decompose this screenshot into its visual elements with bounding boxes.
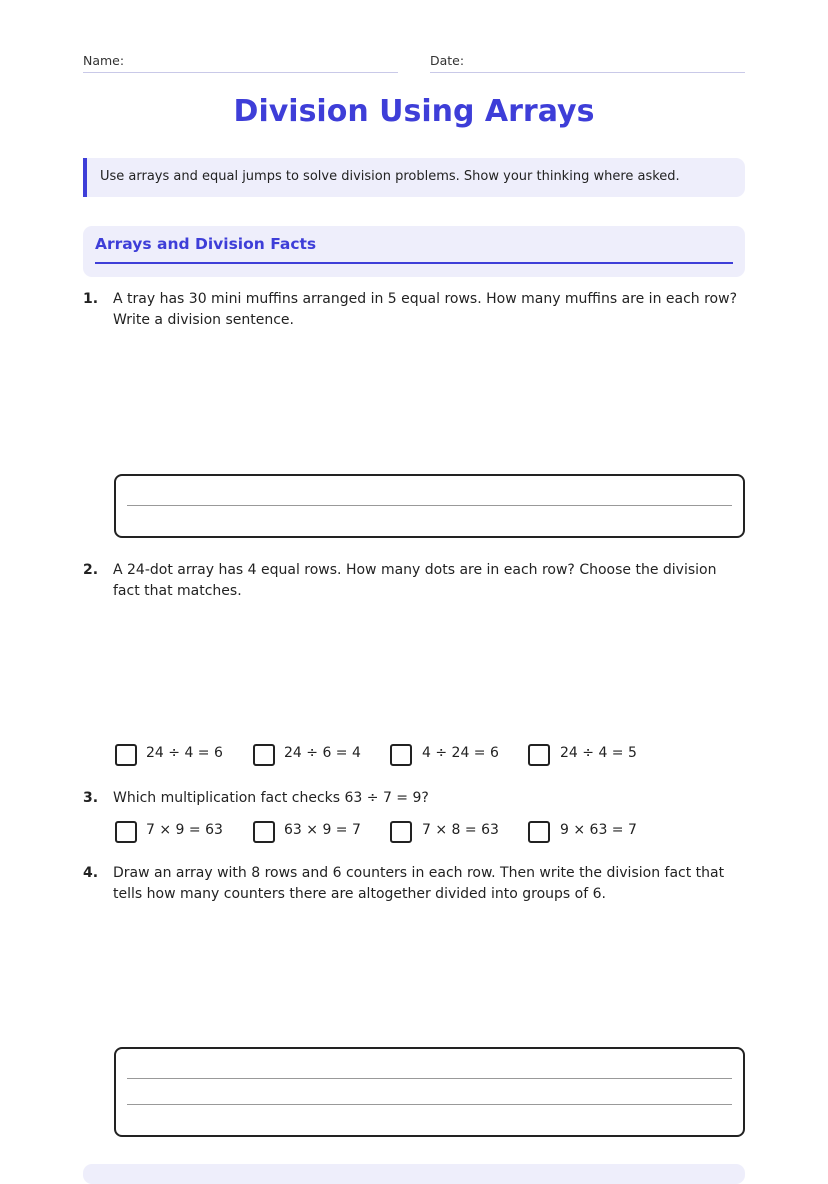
question-3-option-4-label: 9 × 63 = 7 bbox=[560, 822, 637, 838]
question-2-option-4-checkbox[interactable] bbox=[528, 744, 550, 766]
section-divider bbox=[95, 262, 733, 264]
question-2-option-2-checkbox[interactable] bbox=[253, 744, 275, 766]
question-4-number: 4. bbox=[83, 865, 99, 881]
question-3-option-4-checkbox[interactable] bbox=[528, 821, 550, 843]
question-2-option-3-label: 4 ÷ 24 = 6 bbox=[422, 745, 499, 761]
question-2-option-2-label: 24 ÷ 6 = 4 bbox=[284, 745, 361, 761]
page-title: Division Using Arrays bbox=[233, 94, 595, 129]
question-2-option-1-label: 24 ÷ 4 = 6 bbox=[146, 745, 223, 761]
question-4-text: Draw an array with 8 rows and 6 counters in each row. Then write the division fact that tells how many counters there are altogether divided into groups of 6. bbox=[113, 865, 725, 902]
name-field[interactable] bbox=[83, 72, 398, 73]
question-3-number: 3. bbox=[83, 790, 99, 806]
date-label: Date: bbox=[430, 53, 465, 68]
question-3-option-2-label: 63 × 9 = 7 bbox=[284, 822, 361, 838]
question-4-answer-line-2 bbox=[127, 1104, 732, 1105]
question-3-option-3-checkbox[interactable] bbox=[390, 821, 412, 843]
next-section-header bbox=[83, 1164, 745, 1184]
question-3-text: Which multiplication fact checks 63 ÷ 7 = 9? bbox=[113, 790, 429, 806]
question-3-option-1-checkbox[interactable] bbox=[115, 821, 137, 843]
question-1-number: 1. bbox=[83, 291, 99, 307]
question-1-answer-line bbox=[127, 505, 732, 506]
question-4-answer-line-1 bbox=[127, 1078, 732, 1079]
instructions-text: Use arrays and equal jumps to solve division problems. Show your thinking where asked. bbox=[100, 169, 680, 184]
date-field[interactable] bbox=[430, 72, 745, 73]
question-2-number: 2. bbox=[83, 562, 99, 578]
question-2-option-4-label: 24 ÷ 4 = 5 bbox=[560, 745, 637, 761]
question-2-text: A 24-dot array has 4 equal rows. How many dots are in each row? Choose the division fact that matches. bbox=[113, 562, 717, 599]
instructions-box bbox=[83, 158, 745, 197]
question-2-option-1-checkbox[interactable] bbox=[115, 744, 137, 766]
question-4-answer-box[interactable] bbox=[114, 1047, 745, 1137]
question-1-text: A tray has 30 mini muffins arranged in 5 equal rows. How many muffins are in each row? Write a division sentence. bbox=[113, 291, 737, 328]
question-3-option-2-checkbox[interactable] bbox=[253, 821, 275, 843]
section-title: Arrays and Division Facts bbox=[95, 235, 317, 253]
question-3-option-1-label: 7 × 9 = 63 bbox=[146, 822, 223, 838]
question-1-answer-box[interactable] bbox=[114, 474, 745, 538]
question-3-option-3-label: 7 × 8 = 63 bbox=[422, 822, 499, 838]
name-label: Name: bbox=[83, 53, 125, 68]
question-2-option-3-checkbox[interactable] bbox=[390, 744, 412, 766]
